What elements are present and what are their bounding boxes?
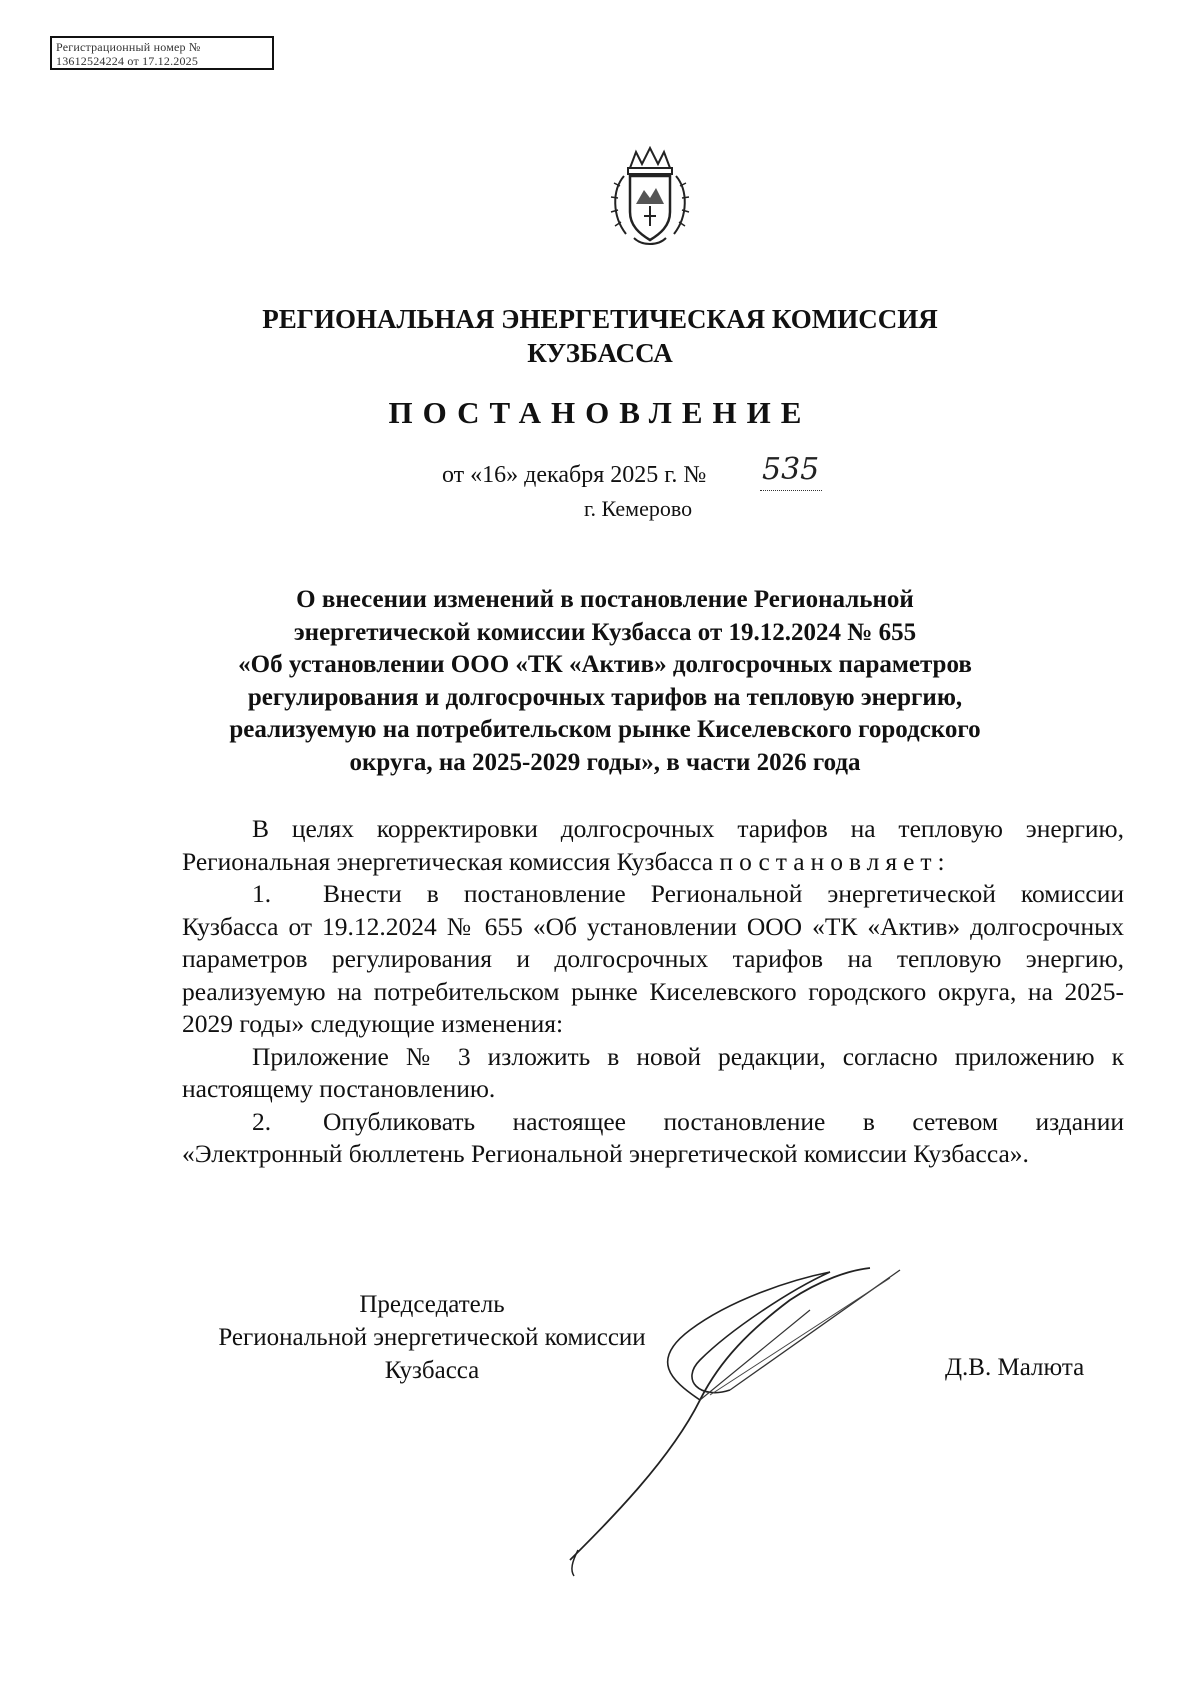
organization-title-line2: КУЗБАССА [527,338,673,368]
item-2-text: Опубликовать настоящее постановление в сетевом издании «Электронный бюллетень Региональной энергетической комиссии Кузбасса». [182,1106,1124,1168]
item-1-number: 1. [252,879,272,908]
registration-label: Регистрационный номер № [56,40,201,54]
subject-line: регулирования и долгосрочных тарифов на тепловую энергию, [247,683,963,711]
subject-line: О внесении изменений в постановление Региональной [296,586,914,613]
item-2-number: 2. [252,1106,272,1136]
document-body [182,813,1124,1171]
organization-title-line1: РЕГИОНАЛЬНАЯ ЭНЕРГЕТИЧЕСКАЯ КОМИССИЯ [262,304,938,334]
item-1-subparagraph: Приложение № 3 изложить в новой редакции, согласно приложению к настоящему постановлению. [182,1041,1124,1103]
handwritten-signature [550,1250,990,1590]
organization-title [150,302,1050,370]
coat-of-arms-icon [608,146,692,250]
document-date: от «16» декабря 2025 г. № [442,462,707,488]
subject-line: «Об установлении ООО «ТК «Актив» долгосрочных параметров [238,651,972,678]
document-subject [160,584,1050,779]
registration-stamp [50,36,274,70]
document-city: г. Кемерово [584,496,693,521]
subject-line: энергетической комиссии Кузбасса от 19.12.2024 № 655 [293,618,917,646]
number-underline [760,490,822,491]
intro-paragraph [182,813,1124,878]
signatory-name: Д.В. Малюта [945,1354,1085,1381]
document-type: ПОСТАНОВЛЕНИЕ [388,395,812,430]
signatory-title-line3: Кузбасса [384,1357,480,1384]
document-number: 535 [762,452,820,487]
item-2 [182,1106,1124,1171]
intro-text: В целях корректировки долгосрочных тарифов на тепловую энергию, Региональная энергетическая комиссия Кузбасса [182,814,1124,876]
subject-line: реализуемую на потребительском рынке Киселевского городского [229,716,981,743]
item-1-text: Внести в постановление Региональной энергетической комиссии Кузбасса от 19.12.2024 № 655 «Об установлении ООО «ТК «Актив» долгосрочных параметров регулирования и долгосрочных тарифов на тепловую энергию, реализуемую на потребительском рынке Киселевского городского округа, на 2025-2029 годы» следующие изменения: [182,879,1124,1038]
signatory-title-line1: Председатель [359,1291,505,1318]
subject-line: округа, на 2025-2029 годы», в части 2026 года [349,748,861,776]
decree-word: постановляет: [719,846,951,876]
signatory-title-line2: Региональной энергетической комиссии [218,1324,646,1351]
item-1 [182,878,1124,1041]
registration-number: 13612524224 от 17.12.2025 [56,54,199,68]
